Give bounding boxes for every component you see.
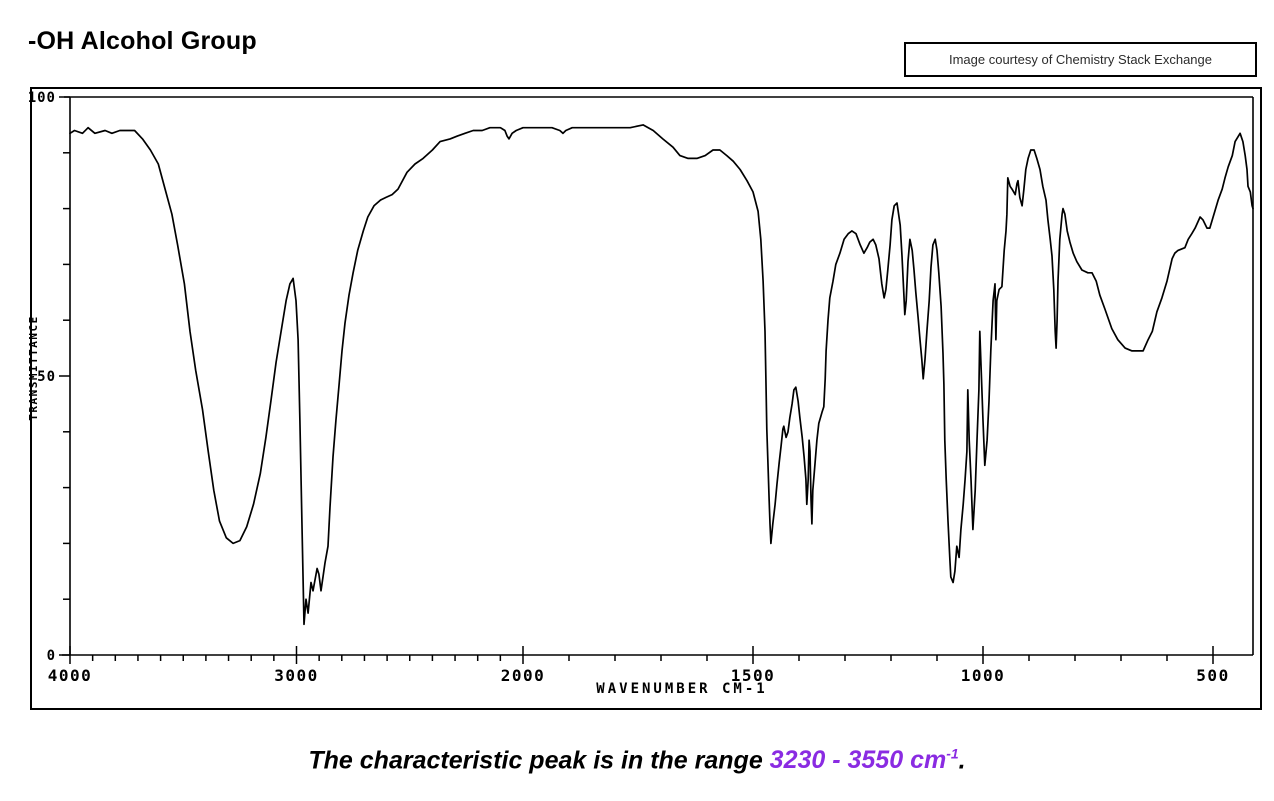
x-tick-label: 4000 — [47, 666, 93, 685]
y-axis-ticks — [59, 97, 70, 655]
plot-axes — [62, 97, 1253, 655]
caption-range-superscript: -1 — [946, 746, 959, 762]
x-tick-label: 1500 — [730, 666, 776, 685]
chart-frame — [31, 88, 1261, 709]
x-axis-label: WAVENUMBER CM-1 — [596, 681, 768, 697]
caption — [0, 746, 1274, 775]
image-credit-text: Image courtesy of Chemistry Stack Exchange — [948, 52, 1212, 67]
caption-range — [770, 746, 959, 774]
y-axis-label: TRANSMITTANCE — [27, 315, 40, 421]
x-tick-label: 3000 — [274, 666, 319, 685]
x-tick-label: 2000 — [500, 666, 546, 685]
x-tick-label: 500 — [1196, 666, 1230, 685]
page-title: -OH Alcohol Group — [28, 27, 257, 55]
y-tick-label: 100 — [27, 90, 56, 106]
x-tick-label: 1000 — [960, 666, 1006, 685]
caption-range-value: 3230 - 3550 cm — [769, 746, 947, 775]
y-tick-label: 50 — [37, 369, 56, 385]
y-tick-label: 0 — [46, 648, 56, 664]
caption-period: . — [958, 746, 966, 775]
caption-text: The characteristic peak is in the range — [308, 746, 770, 775]
spectrum-curve — [70, 125, 1253, 624]
